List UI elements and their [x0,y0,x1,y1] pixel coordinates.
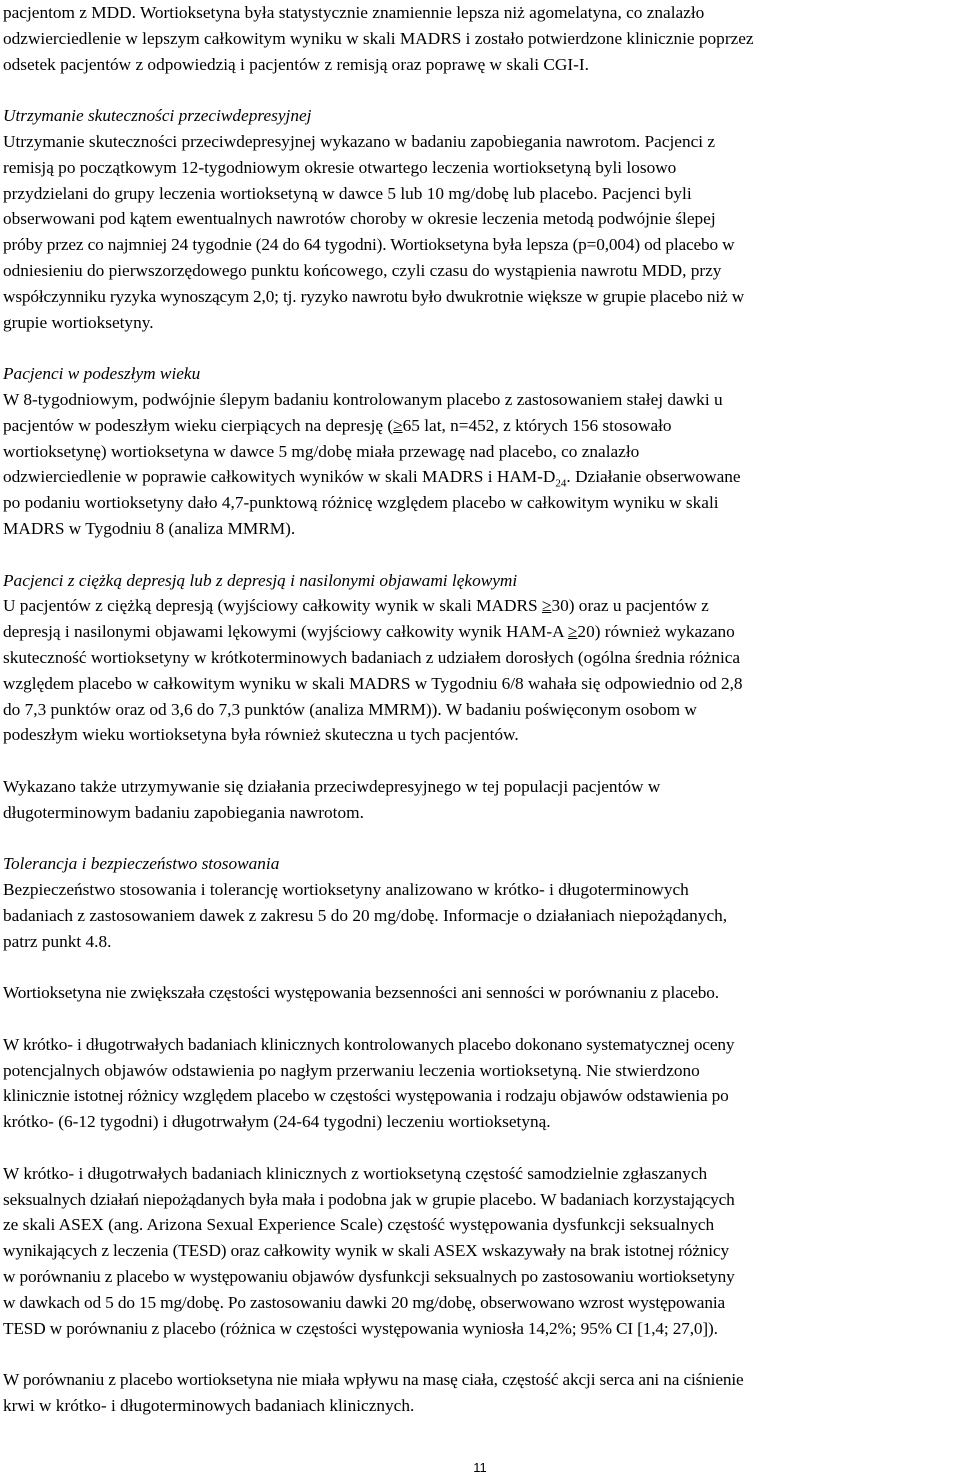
text-line: odsetek pacjentów z odpowiedzią i pacjentów z remisją oraz poprawę w skali CGI-I. [3,54,589,74]
text-line: w porównaniu z placebo w występowaniu objawów dysfunkcji seksualnych po zastosowaniu wortioksetyny [3,1267,735,1287]
paragraph-gap [3,1006,957,1032]
sexual-dysfunction-paragraph [3,1161,957,1342]
text-line: w dawkach od 5 do 15 mg/dobę. Po zastosowaniu dawki 20 mg/dobę, obserwowano wzrost występowania [3,1292,725,1312]
paragraph-gap [3,1135,957,1161]
text-line: MADRS w Tygodniu 8 (analiza MMRM). [3,518,296,538]
text-line: W krótko- i długotrwałych badaniach klinicznych z wortioksetyną częstość samodzielnie zgłaszanych [3,1163,708,1183]
text-line: obserwowani pod kątem ewentualnych nawrotów choroby w okresie leczenia metodą podwójnie ślepej [3,209,716,229]
text-line: długoterminowym badaniu zapobiegania nawrotom. [3,802,364,822]
text-line [3,464,957,490]
text-line: Utrzymanie skuteczności przeciwdepresyjnej wykazano w badaniu zapobiegania nawrotom. Pacjenci z [3,131,716,151]
text-line: TESD w porównaniu z placebo (różnica w częstości występowania wyniosła 14,2%; 95% CI [1,4; 27,0]). [3,1318,718,1338]
intro-paragraph [3,0,957,77]
text-line: przydzielani do grupy leczenia wortioksetyną w dawce 5 lub 10 mg/dobę lub placebo. Pacjenci byli [3,183,692,203]
safety-section [3,851,957,954]
text-line: współczynniku ryzyka wynoszącym 2,0; tj. ryzyko nawrotu było dwukrotnie większe w grupie placebo niż w [3,286,745,306]
section-heading: Tolerancja i bezpieczeństwo stosowania [3,854,280,874]
text-line: seksualnych działań niepożądanych była mała i podobna jak w grupie placebo. W badaniach korzystających [3,1189,735,1209]
text-fragment: 65 lat, n=452, z których 156 stosowało [402,415,672,435]
text-fragment: 20) również wykazano [577,622,735,642]
text-line: odniesieniu do pierwszorzędowego punktu końcowego, czyli czasu do wystąpienia nawrotu MDD, przy [3,260,722,280]
paragraph-gap [3,77,957,103]
text-line: klinicznie istotnej różnicy względem placebo w częstości występowania i rodzaju objawów odstawienia po [3,1086,729,1106]
severe-depression-section [3,568,957,749]
text-fragment: U pacjentów z ciężką depresją (wyjściowy całkowity wynik w skali MADRS [3,596,542,616]
text-line: patrz punkt 4.8. [3,931,112,951]
paragraph-gap [3,826,957,852]
text-line: Bezpieczeństwo stosowania i tolerancję wortioksetyny analizowano w krótko- i długoterminowych [3,880,689,900]
text-line: wortioksetynę) wortioksetyna w dawce 5 mg/dobę miała przewagę nad placebo, co znalazło [3,441,640,461]
text-line: odzwierciedlenie w lepszym całkowitym wyniku w skali MADRS i zostało potwierdzone klinicznie poprzez [3,28,754,48]
section-heading: Pacjenci z ciężką depresją lub z depresją i nasilonymi objawami lękowymi [3,570,518,590]
text-line: pacjentom z MDD. Wortioksetyna była statystycznie znamiennie lepsza niż agomelatyna, co znalazło [3,3,705,22]
elderly-section [3,361,957,542]
page-number: 11 [473,1460,487,1475]
text-line: podeszłym wieku wortioksetyna była również skuteczna u tych pacjentów. [3,725,519,745]
text-line: próby przez co najmniej 24 tygodnie (24 do 64 tygodni). Wortioksetyna była lepsza (p=0,004) od placebo w [3,235,735,255]
text-line: krwi w krótko- i długoterminowych badaniach klinicznych. [3,1396,415,1416]
text-line: grupie wortioksetyny. [3,312,154,332]
paragraph-gap [3,954,957,980]
text-fragment: 30) oraz u pacjentów z [551,596,709,616]
text-line: ze skali ASEX (ang. Arizona Sexual Experience Scale) częstość występowania dysfunkcji seksualnych [3,1215,715,1235]
text-line: po podaniu wortioksetyny dało 4,7-punktową różnicę względem placebo w całkowitym wyniku w skali [3,493,719,513]
paragraph-gap [3,748,957,774]
text-line: Wortioksetyna nie zwiększała częstości występowania bezsenności ani senności w porównaniu z placebo. [3,983,719,1003]
paragraph-gap [3,1341,957,1367]
weight-paragraph [3,1367,957,1419]
text-line: W porównaniu z placebo wortioksetyna nie miała wpływu na masę ciała, częstość akcji serca ani na ciśnienie [3,1370,744,1390]
text-line: Wykazano także utrzymywanie się działania przeciwdepresyjnego w tej populacji pacjentów w [3,776,661,796]
text-line [3,593,957,619]
section-heading: Pacjenci w podeszłym wieku [3,364,201,384]
text-fragment: depresją i nasilonymi objawami lękowymi (wyjściowy całkowity wynik HAM-A [3,622,568,642]
paragraph-gap [3,335,957,361]
text-line: wynikających z leczenia (TESD) oraz całkowity wynik w skali ASEX wskazywały na brak istotnej różnicy [3,1241,729,1261]
greater-equal-symbol: ≥ [541,596,552,616]
document-page [3,0,957,1419]
text-line [3,619,957,645]
text-line: W 8-tygodniowym, podwójnie ślepym badaniu kontrolowanym placebo z zastosowaniem stałej dawki u [3,389,723,409]
text-line: do 7,3 punktów oraz od 3,6 do 7,3 punktów (analiza MMRM)). W badaniu poświęconym osobom w [3,699,697,719]
text-fragment: odzwierciedlenie w poprawie całkowitych wyników w skali MADRS i HAM-D [3,467,556,487]
text-fragment: . Działanie obserwowane [566,467,741,487]
text-line [3,413,957,439]
withdrawal-paragraph [3,1032,957,1135]
text-line: badaniach z zastosowaniem dawek z zakresu 5 do 20 mg/dobę. Informacje o działaniach niepożądanych, [3,905,728,925]
text-line: krótko- (6-12 tygodni) i długotrwałym (24-64 tygodni) leczeniu wortioksetyną. [3,1112,551,1132]
text-fragment: pacjentów w podeszłym wieku cierpiących na depresję ( [3,415,394,435]
long-term-paragraph [3,774,957,826]
subscript: 24 [555,477,567,490]
insomnia-paragraph [3,980,957,1006]
section-heading: Utrzymanie skuteczności przeciwdepresyjnej [3,106,312,126]
maintenance-section [3,103,957,335]
greater-equal-symbol: ≥ [567,622,578,642]
text-line: potencjalnych objawów odstawienia po nagłym przerwaniu leczenia wortioksetyną. Nie stwierdzono [3,1060,700,1080]
text-line: remisją po początkowym 12-tygodniowym okresie otwartego leczenia wortioksetyną byli losowo [3,157,677,177]
greater-equal-symbol: ≥ [393,415,403,435]
text-line: skuteczność wortioksetyny w krótkoterminowych badaniach z udziałem dorosłych (ogólna średnia różnica [3,647,741,667]
text-line: względem placebo w całkowitym wyniku w skali MADRS w Tygodniu 6/8 wahała się odpowiednio od 2,8 [3,673,743,693]
text-line: W krótko- i długotrwałych badaniach klinicznych kontrolowanych placebo dokonano systematycznej oceny [3,1034,735,1054]
paragraph-gap [3,542,957,568]
